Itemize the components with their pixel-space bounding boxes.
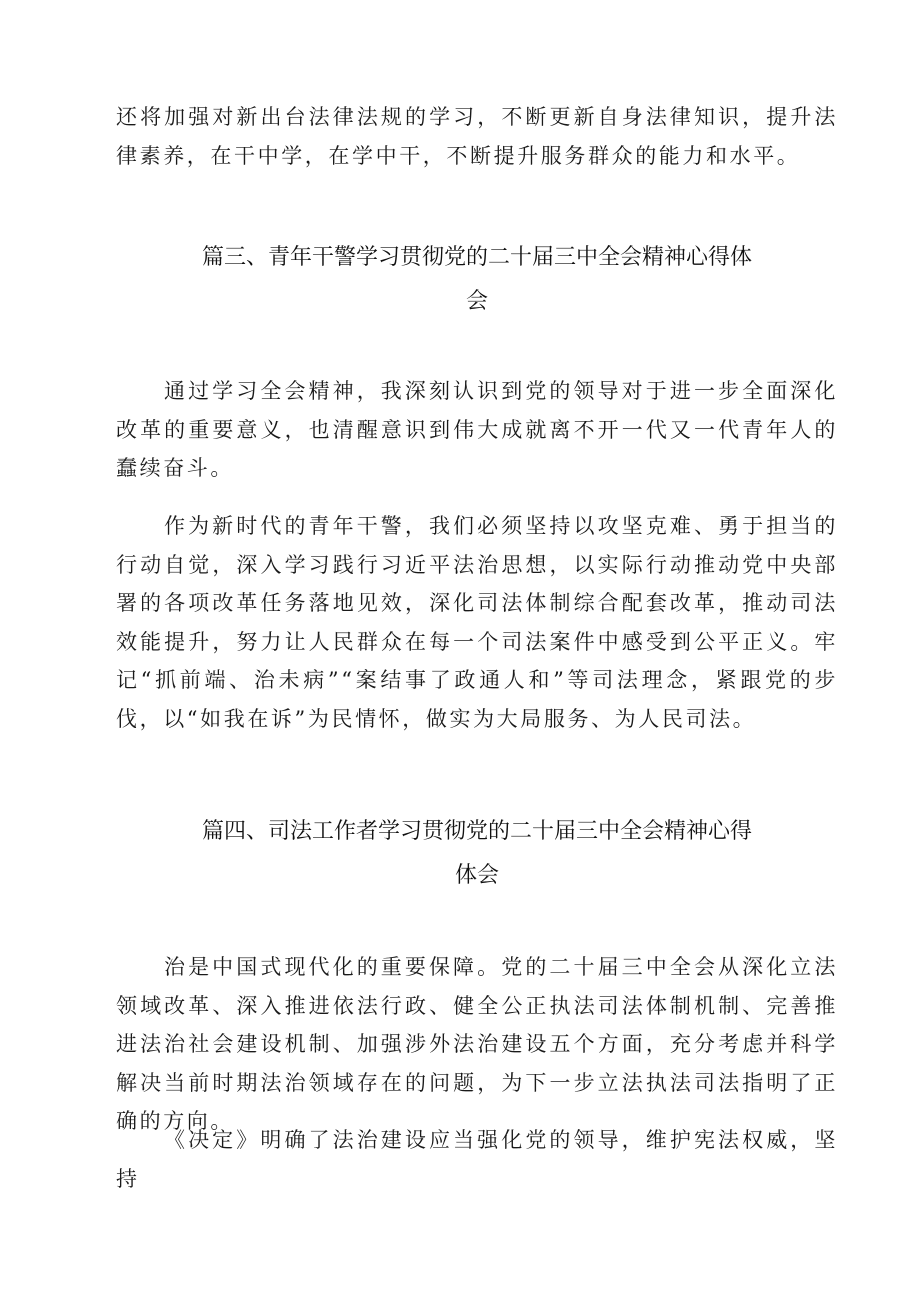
section3-title-line2: 会 — [465, 289, 488, 314]
section4-paragraph-2: 《决定》明确了法治建设应当强化党的领导，维护宪法权威，坚持 — [116, 1128, 838, 1191]
section4-title — [116, 810, 838, 898]
section4-title-line2: 体会 — [454, 863, 499, 888]
section4-title-line1: 篇四、司法工作者学习贯彻党的二十届三中全会精神心得 — [201, 819, 752, 844]
section3-title-line1: 篇三、青年干警学习贯彻党的二十届三中全会精神心得体 — [201, 245, 752, 270]
intro-paragraph: 还将加强对新出台法律法规的学习，不断更新自身法律知识，提升法律素养，在干中学，在学中干，不断提升服务群众的能力和水平。 — [116, 105, 838, 168]
section3-paragraph-2: 作为新时代的青年干警，我们必须坚持以攻坚克难、勇于担当的行动自觉，深入学习践行习近平法治思想，以实际行动推动党中央部署的各项改革任务落地见效，深化司法体制综合配套改革，推动司法效能提升，努力让人民群众在每一个司法案件中感受到公平正义。牢记“抓前端、治未病”“案结事了政通人和”等司法理念，紧跟党的步伐，以“如我在诉”为民情怀，做实为大局服务、为人民司法。 — [116, 514, 838, 731]
section3-title — [116, 236, 838, 324]
section4-paragraph-1: 治是中国式现代化的重要保障。党的二十届三中全会从深化立法领域改革、深入推进依法行政、健全公正执法司法体制机制、完善推进法治社会建设机制、加强涉外法治建设五个方面，充分考虑并科学解决当前时期法治领域存在的问题，为下一步立法执法司法指明了正确的方向。 — [116, 955, 838, 1133]
section3-paragraph-1: 通过学习全会精神，我深刻认识到党的领导对于进一步全面深化改革的重要意义，也清醒意识到伟大成就离不开一代又一代青年人的蠢续奋斗。 — [116, 379, 838, 480]
